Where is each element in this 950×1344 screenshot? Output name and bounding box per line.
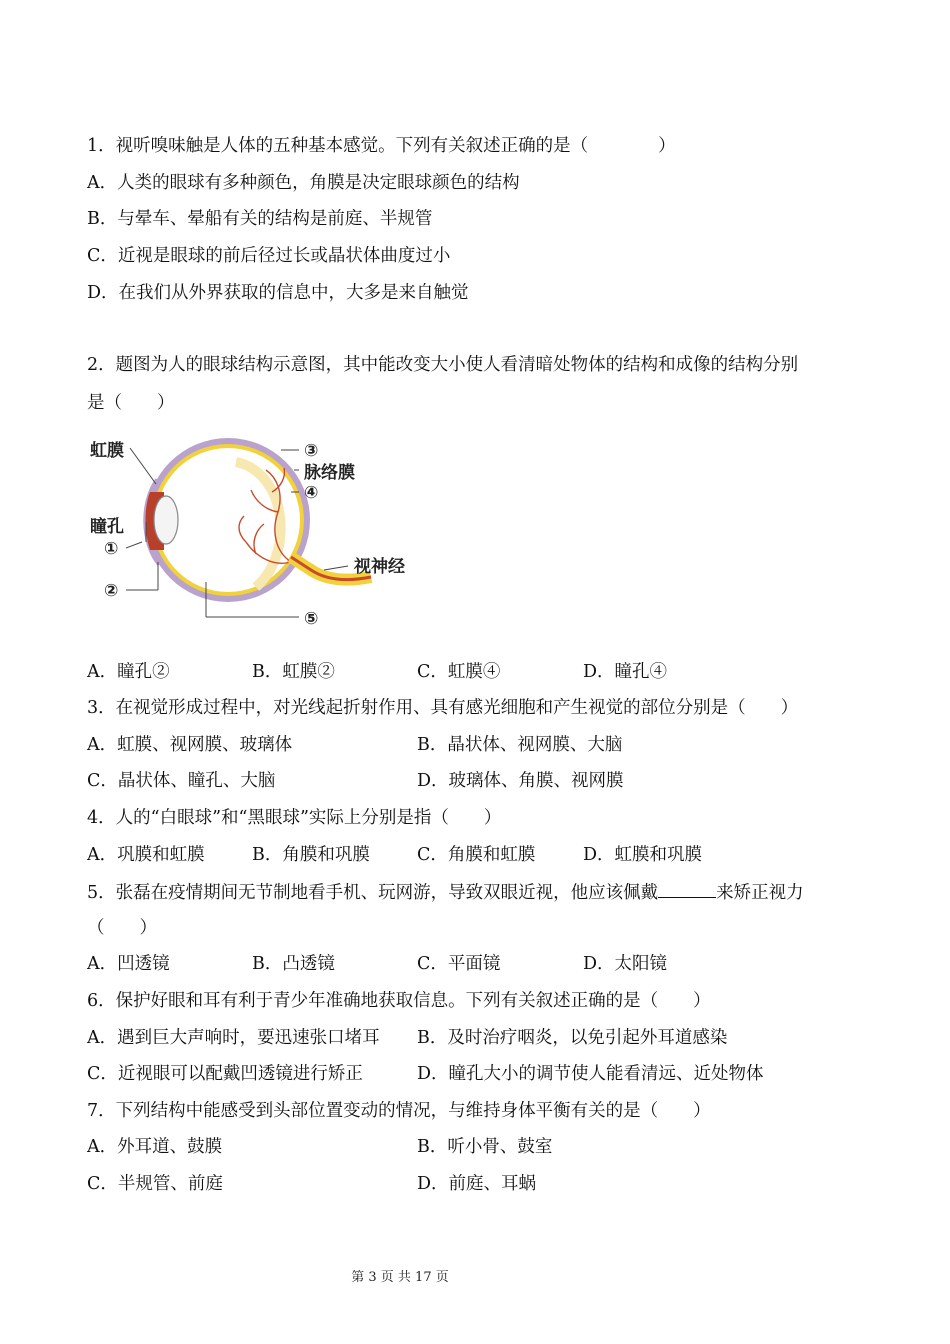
q5-stem-after: 来矫正视力 [716, 883, 804, 903]
q3-option-c: C．晶状体、瞳孔、大脑 [87, 771, 276, 791]
q5-option-d: D．太阳镜 [583, 954, 668, 974]
q6-option-c: C．近视眼可以配戴凹透镜进行矫正 [87, 1064, 363, 1084]
label-n5: ⑤ [304, 609, 319, 629]
q5-answer-blank [658, 879, 716, 898]
page-footer: 第 3 页 共 17 页 [351, 1270, 449, 1285]
q7-option-b: B．听小骨、鼓室 [417, 1137, 553, 1157]
q2-option-c: C．虹膜④ [417, 662, 501, 682]
q5-stem-before: 5．张磊在疫情期间无节制地看手机、玩网游，导致双眼近视，他应该佩戴 [87, 883, 659, 903]
eye-structure-diagram [86, 432, 426, 637]
q2-option-d: D．瞳孔④ [583, 662, 668, 682]
q2-option-b: B．虹膜② [252, 662, 335, 682]
q2-option-a: A．瞳孔② [87, 662, 170, 682]
label-iris: 虹膜 [90, 441, 124, 461]
q6-option-b: B．及时治疗咽炎，以免引起外耳道感染 [417, 1028, 728, 1048]
label-optic-nerve: 视神经 [354, 557, 405, 577]
label-n1: ① [104, 539, 119, 559]
q3-option-b: B．晶状体、视网膜、大脑 [417, 735, 623, 755]
q5-stem [87, 879, 804, 905]
q4-option-a: A．巩膜和虹膜 [87, 845, 205, 865]
lens [154, 496, 178, 544]
q1-stem: 1．视听嗅味触是人体的五种基本感觉。下列有关叙述正确的是（ ） [87, 136, 676, 156]
q7-stem: 7．下列结构中能感受到头部位置变动的情况，与维持身体平衡有关的是（ ） [87, 1101, 711, 1121]
label-n3: ③ [304, 441, 319, 461]
q5-option-a: A．凹透镜 [87, 954, 170, 974]
q6-option-a: A．遇到巨大声响时，要迅速张口堵耳 [87, 1028, 380, 1048]
q1-option-d: D．在我们从外界获取的信息中，大多是来自触觉 [87, 283, 469, 303]
q3-option-a: A．虹膜、视网膜、玻璃体 [87, 735, 293, 755]
q1-option-b: B．与晕车、晕船有关的结构是前庭、半规管 [87, 209, 433, 229]
q4-stem: 4．人的“白眼球”和“黑眼球”实际上分别是指（ ） [87, 808, 502, 828]
q1-option-a: A．人类的眼球有多种颜色，角膜是决定眼球颜色的结构 [87, 173, 520, 193]
label-n2: ② [104, 581, 119, 601]
q3-option-d: D．玻璃体、角膜、视网膜 [417, 771, 624, 791]
label-choroid: 脉络膜 [304, 463, 355, 483]
q6-option-d: D．瞳孔大小的调节使人能看清远、近处物体 [417, 1064, 764, 1084]
q4-option-d: D．虹膜和巩膜 [583, 845, 703, 865]
q5-option-b: B．凸透镜 [252, 954, 335, 974]
q2-stem-line1: 2．题图为人的眼球结构示意图，其中能改变大小使人看清暗处物体的结构和成像的结构分别 [87, 355, 799, 375]
q7-option-c: C．半规管、前庭 [87, 1174, 223, 1194]
q7-option-a: A．外耳道、鼓膜 [87, 1137, 223, 1157]
q3-stem: 3．在视觉形成过程中，对光线起折射作用、具有感光细胞和产生视觉的部位分别是（ ） [87, 698, 799, 718]
q5-stem-line2: （ ） [87, 918, 157, 938]
label-pupil: 瞳孔 [90, 517, 124, 537]
q5-option-c: C．平面镜 [417, 954, 501, 974]
label-n4: ④ [304, 483, 319, 503]
q1-option-c: C．近视是眼球的前后径过长或晶状体曲度过小 [87, 246, 451, 266]
q4-option-b: B．角膜和巩膜 [252, 845, 370, 865]
q6-stem: 6．保护好眼和耳有利于青少年准确地获取信息。下列有关叙述正确的是（ ） [87, 991, 711, 1011]
q7-option-d: D．前庭、耳蜗 [417, 1174, 537, 1194]
q2-stem-line2: 是（ ） [87, 393, 175, 413]
q4-option-c: C．角膜和虹膜 [417, 845, 536, 865]
